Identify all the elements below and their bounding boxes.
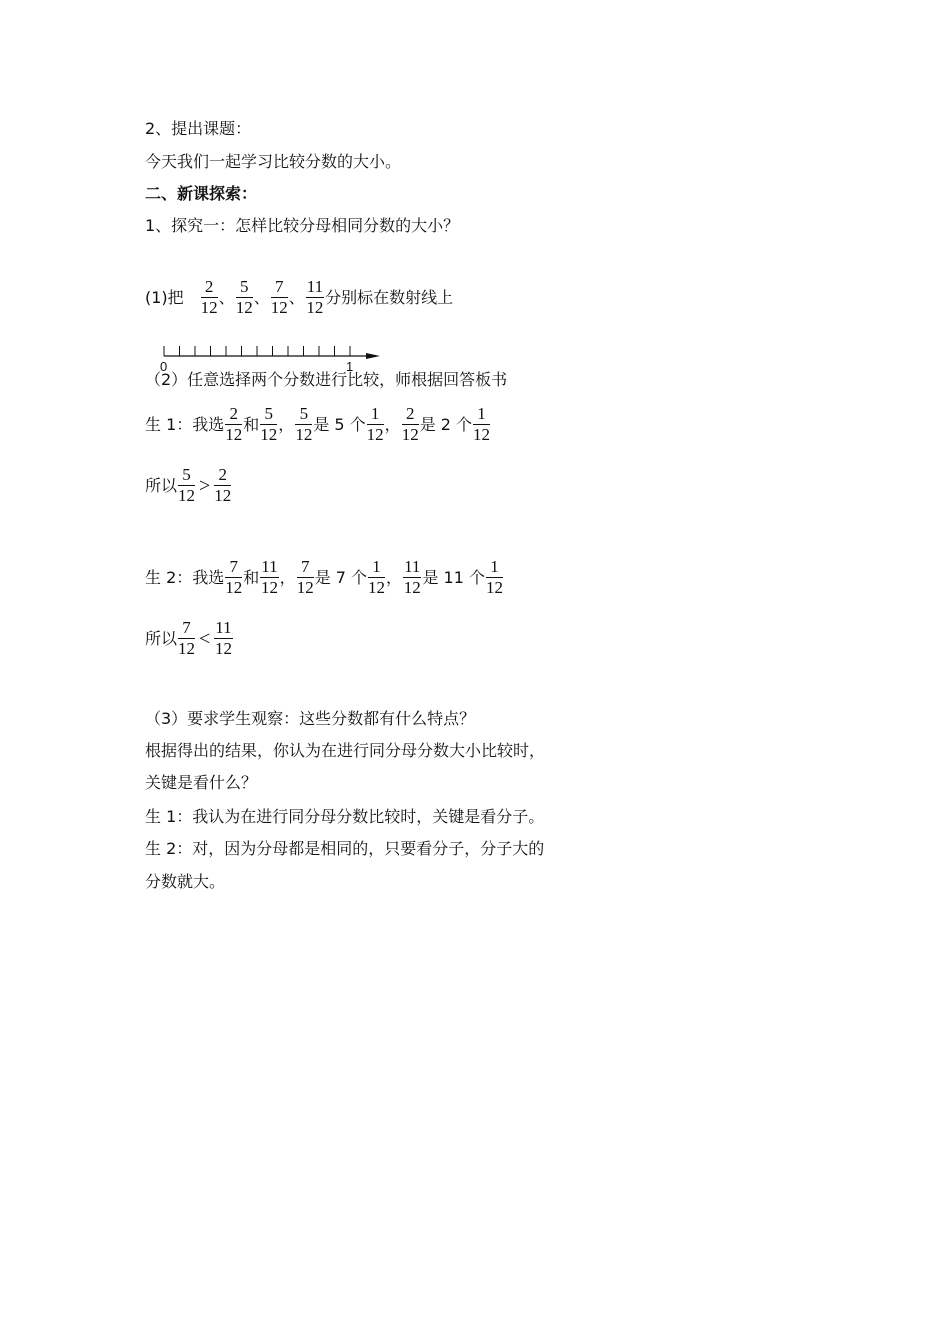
- punctuation: ，: [279, 567, 296, 587]
- number-line-start-label: 0: [160, 359, 168, 374]
- punctuation: ，: [278, 414, 295, 434]
- student2-prefix: 生 2：我选: [145, 567, 225, 587]
- fraction: $\frac{11}{12}$: [403, 557, 421, 597]
- fraction: $\frac{1}{12}$: [368, 557, 386, 597]
- fraction: $\frac{11}{12}$: [306, 277, 324, 317]
- fraction: $\frac{1}{12}$: [473, 404, 491, 444]
- step1-prefix: (1)把: [145, 287, 184, 307]
- fraction: $\frac{2}{12}$: [225, 404, 243, 444]
- fraction: $\frac{1}{12}$: [366, 404, 384, 444]
- conclusion2-line: [145, 619, 234, 658]
- fraction: $\frac{2}{12}$: [401, 404, 419, 444]
- fraction: $\frac{7}{12}$: [178, 618, 196, 658]
- subtitle-raise-topic: 2、提出课题：: [145, 119, 252, 138]
- intro-sentence: 今天我们一起学习比较分数的大小。: [145, 152, 402, 171]
- count-text: 是 11 个: [422, 567, 485, 587]
- fraction: $\frac{5}{12}$: [260, 404, 278, 444]
- fraction: $\frac{2}{12}$: [200, 277, 218, 317]
- count-text: 是 5 个: [313, 414, 366, 434]
- separator: 、: [218, 287, 235, 307]
- conclusion-prefix: 所以: [145, 628, 178, 648]
- fraction: $\frac{5}{12}$: [235, 277, 253, 317]
- fraction: $\frac{11}{12}$: [260, 557, 278, 597]
- question-line-1: 根据得出的结果，你认为在进行同分母分数大小比较时，: [145, 741, 546, 760]
- student2-answer: 生 2：对，因为分母都是相同的，只要看分子，分子大的: [145, 839, 545, 858]
- less-than-sign: <: [199, 627, 211, 650]
- fraction: $\frac{7}{12}$: [270, 277, 288, 317]
- conjunction: 和: [243, 567, 260, 587]
- fraction: $\frac{1}{12}$: [485, 557, 503, 597]
- step1-suffix: 分别标在数射线上: [325, 287, 454, 307]
- greater-than-sign: >: [199, 474, 211, 497]
- student2-answer-cont: 分数就大。: [145, 872, 226, 891]
- fraction: $\frac{5}{12}$: [295, 404, 313, 444]
- number-line-arrow-icon: [366, 353, 380, 359]
- fraction: $\frac{2}{12}$: [214, 465, 232, 505]
- conclusion1-line: [145, 466, 232, 505]
- question-line-2: 关键是看什么？: [145, 773, 258, 792]
- student1-prefix: 生 1：我选: [145, 414, 225, 434]
- step3-line: （3）要求学生观察：这些分数都有什么特点？: [145, 709, 476, 728]
- count-text: 是 7 个: [314, 567, 368, 587]
- separator: 、: [253, 287, 270, 307]
- conjunction: 和: [243, 414, 260, 434]
- fraction: $\frac{5}{12}$: [178, 465, 196, 505]
- separator: 、: [288, 287, 305, 307]
- punctuation: ，: [384, 414, 401, 434]
- student1-answer: 生 1：我认为在进行同分母分数比较时，关键是看分子。: [145, 807, 545, 826]
- fraction: $\frac{7}{12}$: [296, 557, 314, 597]
- conclusion-prefix: 所以: [145, 475, 178, 495]
- step1-line: [145, 278, 453, 317]
- step2-line: （2）任意选择两个分数进行比较，师根据回答板书: [145, 370, 508, 389]
- section-heading: 二、新课探索：: [145, 184, 258, 203]
- number-line-end-label: 1: [346, 359, 354, 374]
- punctuation: ，: [386, 567, 403, 587]
- exploration-question: 1、探究一：怎样比较分母相同分数的大小？: [145, 216, 460, 235]
- fraction: $\frac{7}{12}$: [225, 557, 243, 597]
- student2-line: [145, 558, 504, 597]
- count-text: 是 2 个: [419, 414, 473, 434]
- student1-line: [145, 405, 491, 444]
- fraction: $\frac{11}{12}$: [214, 618, 232, 658]
